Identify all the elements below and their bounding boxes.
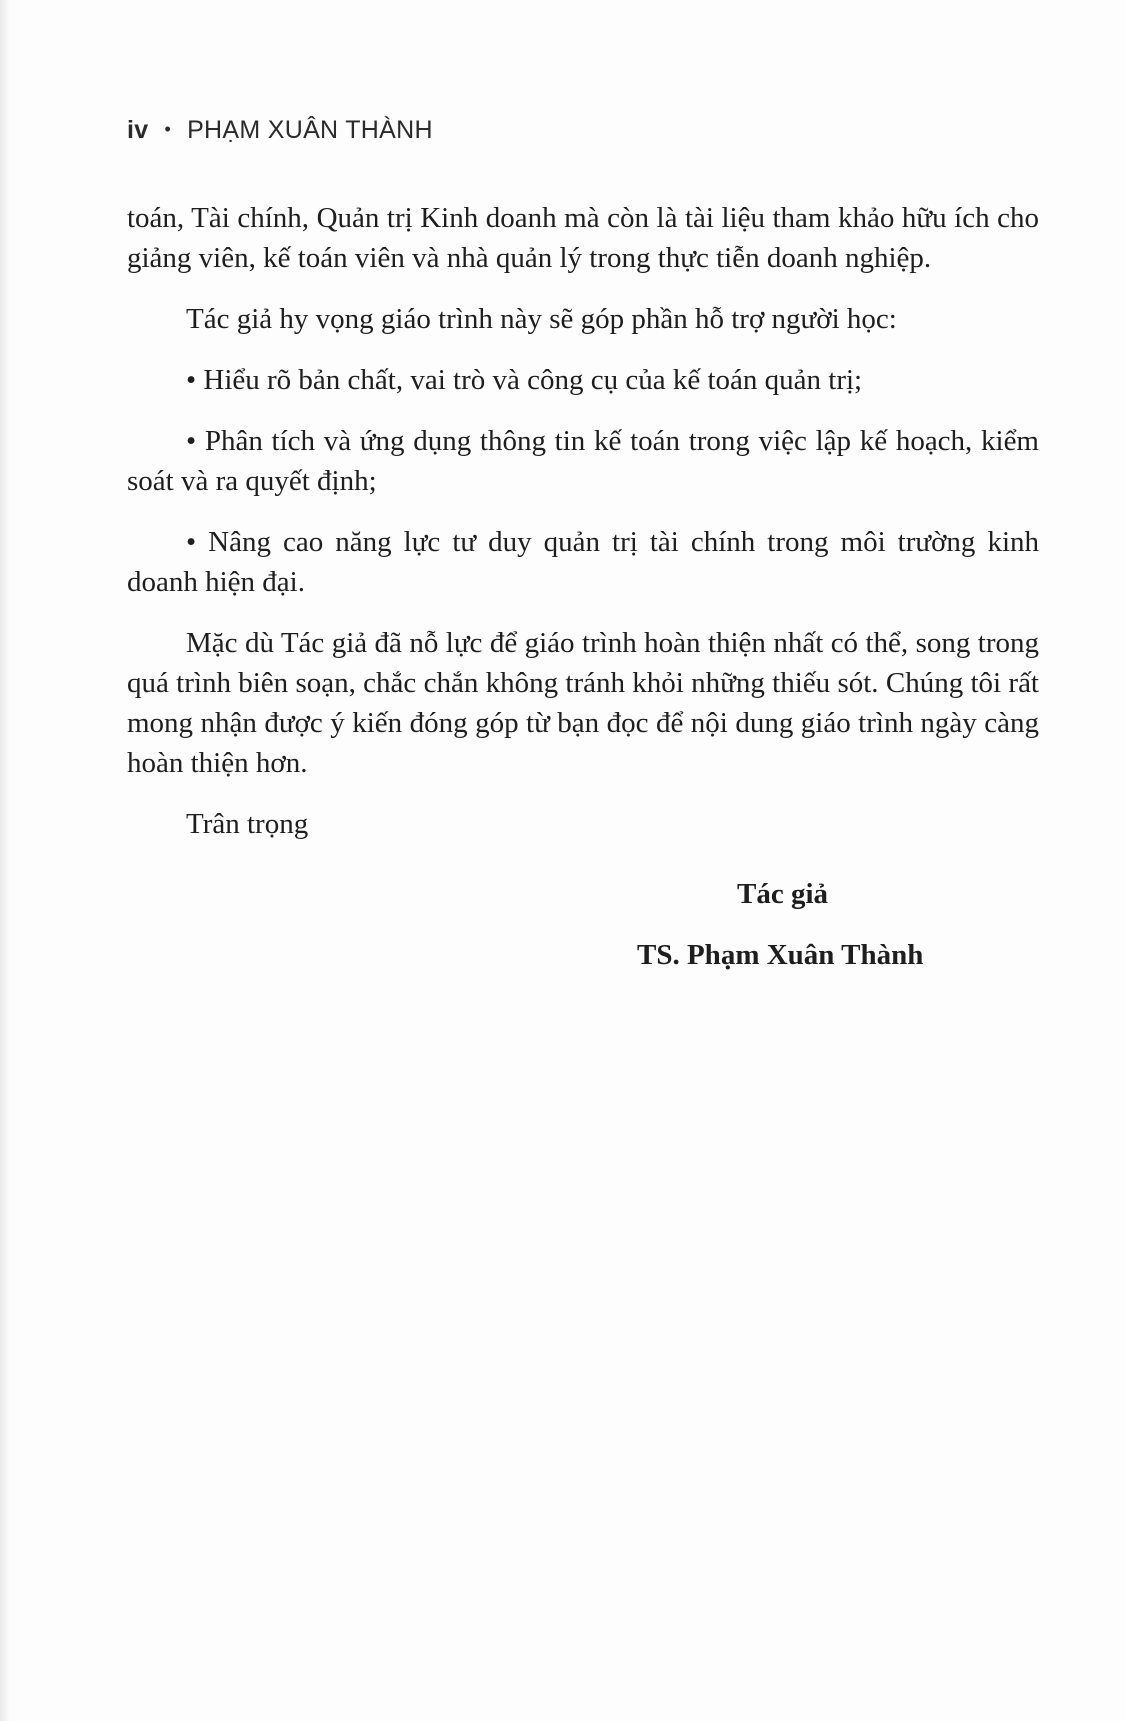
bullet-item-2: • Phân tích và ứng dụng thông tin kế toán trong việc lập kế hoạch, kiểm soát và ra quyết định; [127, 425, 1039, 497]
signature-name: TS. Phạm Xuân Thành [637, 939, 924, 971]
page-edge-shadow [0, 0, 10, 1721]
paragraph-continuation: toán, Tài chính, Quản trị Kinh doanh mà còn là tài liệu tham khảo hữu ích cho giảng viên, kế toán viên và nhà quản lý trong thực tiễn doanh nghiệp. [127, 202, 1039, 274]
page-number: iv [127, 116, 149, 144]
paragraph-acknowledgement: Mặc dù Tác giả đã nỗ lực để giáo trình hoàn thiện nhất có thể, song trong quá trình biên soạn, chắc chắn không tránh khỏi những thiếu sót. Chúng tôi rất mong nhận được ý kiến đóng góp từ bạn đọc để nội dung giáo trình ngày càng hoàn thiện hơn. [127, 627, 1039, 779]
bullet-item-1: • Hiểu rõ bản chất, vai trò và công cụ của kế toán quản trị; [186, 364, 863, 396]
running-header [127, 116, 433, 145]
closing-line: Trân trọng [186, 808, 309, 840]
body-text [127, 198, 1039, 844]
bullet-item-3: • Nâng cao năng lực tư duy quản trị tài chính trong môi trường kinh doanh hiện đại. [127, 526, 1039, 598]
header-separator: • [164, 119, 172, 139]
paragraph-hope: Tác giả hy vọng giáo trình này sẽ góp phần hỗ trợ người học: [186, 303, 897, 335]
signature-role: Tác giả [737, 878, 829, 910]
running-title: PHẠM XUÂN THÀNH [187, 116, 433, 144]
